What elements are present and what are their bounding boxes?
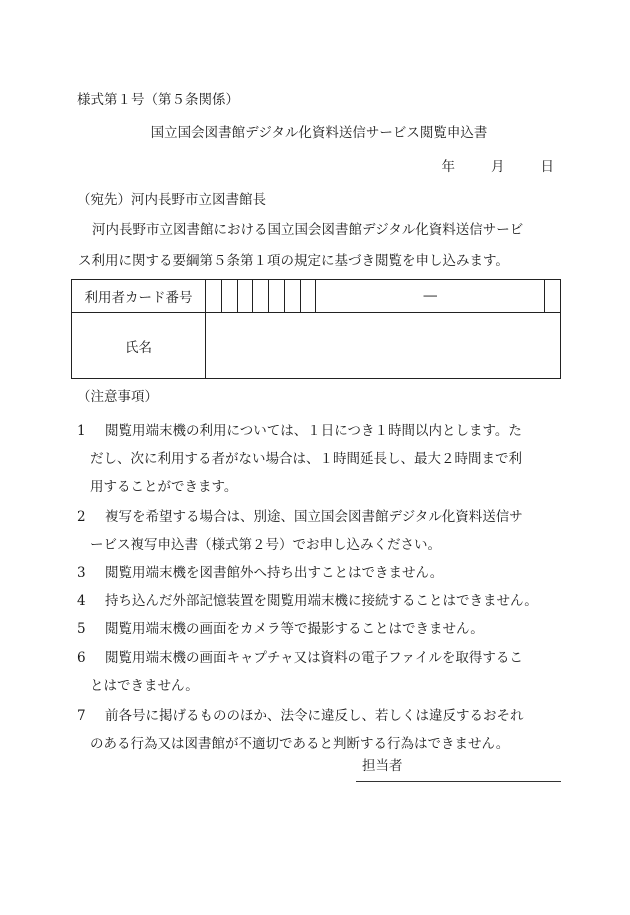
- intro-line-2: ス利用に関する要綱第５条第１項の規定に基づき閲覧を申し込みます。: [78, 253, 509, 269]
- note-text: 閲覧用端末機の画面をカメラ等で撮影することはできません。: [105, 621, 484, 637]
- card-digit-cell[interactable]: [206, 280, 222, 313]
- note-number: 4: [77, 593, 86, 609]
- intro-line-1: 河内長野市立図書館における国立国会図書館デジタル化資料送信サービ: [92, 222, 524, 238]
- note-item: [77, 563, 567, 583]
- card-digit-cell[interactable]: [221, 280, 237, 313]
- note-text-continued: 用することができます。: [90, 479, 238, 495]
- note-text: 持ち込んだ外部記憶装置を閲覧用端末機に接続することはできません。: [105, 593, 538, 609]
- note-number: 2: [77, 509, 86, 525]
- note-text-continued: だし、次に利用する者がない場合は、１時間延長し、最大２時間まで利: [90, 451, 522, 467]
- note-text-continued: ービス複写申込書（様式第２号）でお申し込みください。: [90, 537, 441, 553]
- staff-label: 担当者: [362, 758, 403, 774]
- note-item: [77, 591, 567, 611]
- note-item: [77, 706, 567, 726]
- note-text: 閲覧用端末機を図書館外へ持ち出すことはできません。: [105, 565, 444, 581]
- note-number: 5: [77, 621, 86, 637]
- note-item: [77, 648, 567, 668]
- note-text-continued: のある行為又は図書館が不適切であると判断する行為はできません。: [90, 736, 510, 752]
- note-item: [77, 421, 567, 441]
- note-text-continued: とはできません。: [90, 678, 199, 694]
- note-number: 7: [77, 708, 86, 724]
- applicant-table: [71, 279, 561, 379]
- name-label: 氏名: [72, 313, 206, 379]
- note-text: 複写を希望する場合は、別途、国立国会図書館デジタル化資料送信サ: [105, 509, 523, 525]
- card-digit-cell[interactable]: [237, 280, 253, 313]
- date-year-label: 年: [441, 159, 455, 175]
- date-day-label: 日: [540, 159, 554, 175]
- note-number: 3: [77, 565, 86, 581]
- notes-heading: （注意事項）: [77, 389, 158, 405]
- card-digit-cell[interactable]: [545, 280, 561, 313]
- date-field: [442, 157, 555, 177]
- card-digit-cell[interactable]: [253, 280, 269, 313]
- note-text: 閲覧用端末機の画面キャプチャ又は資料の電子ファイルを取得するこ: [105, 650, 523, 666]
- name-field[interactable]: [206, 313, 561, 379]
- date-month-label: 月: [491, 159, 505, 175]
- note-number: 6: [77, 650, 86, 666]
- name-row: [72, 313, 561, 379]
- card-digit-cell[interactable]: [284, 280, 300, 313]
- staff-signature-line: [356, 781, 561, 782]
- form-title: 国立国会図書館デジタル化資料送信サービス閲覧申込書: [150, 125, 488, 141]
- card-number-label: 利用者カード番号: [72, 280, 206, 313]
- card-dash-cell: ―: [316, 280, 545, 313]
- card-digit-cell[interactable]: [300, 280, 316, 313]
- card-digit-cell[interactable]: [269, 280, 285, 313]
- note-item: [77, 619, 567, 639]
- card-number-row: [72, 280, 561, 313]
- addressee: （宛先）河内長野市立図書館長: [77, 192, 266, 208]
- note-item: [77, 507, 567, 527]
- note-number: 1: [77, 423, 86, 439]
- note-text: 前各号に掲げるもののほか、法令に違反し、若しくは違反するおそれ: [105, 708, 524, 724]
- note-text: 閲覧用端末機の利用については、１日につき１時間以内とします。た: [105, 423, 522, 439]
- form-number-label: 様式第１号（第５条関係）: [77, 92, 239, 108]
